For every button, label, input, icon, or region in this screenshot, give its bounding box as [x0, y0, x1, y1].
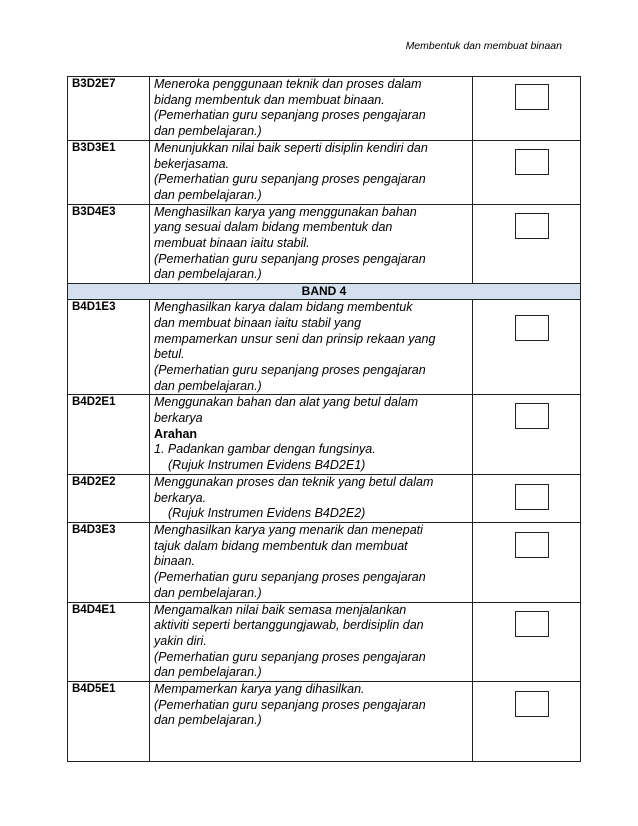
- evidence-checkbox[interactable]: [515, 532, 549, 558]
- evidence-checkbox[interactable]: [515, 403, 549, 429]
- description-line: Menghasilkan karya yang menggunakan bahan: [154, 204, 417, 219]
- instruction-line: 1. Padankan gambar dengan fungsinya.: [154, 442, 376, 457]
- evidence-checkbox[interactable]: [515, 213, 549, 239]
- description-line: (Pemerhatian guru sepanjang proses pengajaran: [154, 570, 426, 585]
- description-line: dan pembelajaran.): [154, 267, 262, 282]
- description-line: dan pembelajaran.): [154, 585, 262, 600]
- table-row: [68, 77, 581, 141]
- description-line: berkarya.: [154, 490, 207, 505]
- checkbox-cell: [473, 522, 581, 602]
- evidence-description: [150, 300, 473, 395]
- description-line: yakin diri.: [154, 633, 207, 648]
- band-label: BAND 4: [68, 284, 581, 300]
- evidence-description: [150, 204, 473, 284]
- description-line: Menunjukkan nilai baik seperti disiplin kendiri dan: [154, 140, 428, 155]
- description-line: Mengamalkan nilai baik semasa menjalankan: [154, 602, 407, 617]
- evidence-code: B3D2E7: [68, 77, 150, 141]
- evidence-code: B4D2E2: [68, 474, 150, 522]
- description-line: (Pemerhatian guru sepanjang proses pengajaran: [154, 172, 426, 187]
- evidence-checkbox[interactable]: [515, 484, 549, 510]
- checkbox-cell: [473, 204, 581, 284]
- table-row: [68, 474, 581, 522]
- evidence-code: B3D3E1: [68, 140, 150, 204]
- description-line: bekerjasama.: [154, 156, 230, 171]
- description-line: yang sesuai dalam bidang membentuk dan: [154, 220, 393, 235]
- arahan-label: Arahan: [154, 426, 198, 441]
- table-row: [68, 395, 581, 475]
- evidence-checkbox[interactable]: [515, 149, 549, 175]
- description-line: berkarya: [154, 411, 203, 426]
- evidence-description: [150, 522, 473, 602]
- description-line: binaan.: [154, 554, 196, 569]
- band-header-row: [68, 284, 581, 300]
- evidence-description: [150, 682, 473, 762]
- description-line: mempamerkan unsur seni dan prinsip rekaan yang: [154, 331, 436, 346]
- evidence-code: B3D4E3: [68, 204, 150, 284]
- evidence-description: [150, 474, 473, 522]
- evidence-checkbox[interactable]: [515, 315, 549, 341]
- evidence-code: B4D5E1: [68, 682, 150, 762]
- description-line: (Pemerhatian guru sepanjang proses pengajaran: [154, 251, 426, 266]
- instrument-reference: (Rujuk Instrumen Evidens B4D2E1): [168, 458, 366, 473]
- evidence-description: [150, 77, 473, 141]
- description-line: Menggunakan bahan dan alat yang betul dalam: [154, 395, 419, 410]
- evidence-checkbox[interactable]: [515, 84, 549, 110]
- evidence-code: B4D1E3: [68, 300, 150, 395]
- table-row: [68, 602, 581, 682]
- description-line: membuat binaan iaitu stabil.: [154, 236, 310, 251]
- table-row: [68, 204, 581, 284]
- description-line: Mempamerkan karya yang dihasilkan.: [154, 682, 365, 697]
- evidence-code: B4D3E3: [68, 522, 150, 602]
- checkbox-cell: [473, 602, 581, 682]
- instrument-reference: (Rujuk Instrumen Evidens B4D2E2): [168, 506, 366, 521]
- description-line: aktiviti seperti bertanggungjawab, berdisiplin dan: [154, 618, 424, 633]
- checkbox-cell: [473, 682, 581, 762]
- checkbox-cell: [473, 300, 581, 395]
- table-row: [68, 522, 581, 602]
- checkbox-cell: [473, 395, 581, 475]
- description-line: tajuk dalam bidang membentuk dan membuat: [154, 538, 408, 553]
- evidence-checkbox[interactable]: [515, 611, 549, 637]
- description-line: dan pembelajaran.): [154, 713, 262, 728]
- evidence-code: B4D4E1: [68, 602, 150, 682]
- page-header-title: Membentuk dan membuat binaan: [405, 40, 562, 52]
- evidence-table: [67, 76, 581, 762]
- description-line: Menghasilkan karya yang menarik dan menepati: [154, 522, 423, 537]
- description-line: bidang membentuk dan membuat binaan.: [154, 92, 385, 107]
- table-row: [68, 300, 581, 395]
- description-line: dan pembelajaran.): [154, 378, 262, 393]
- description-line: dan pembelajaran.): [154, 665, 262, 680]
- description-line: Menggunakan proses dan teknik yang betul dalam: [154, 474, 434, 489]
- description-line: dan pembelajaran.): [154, 124, 262, 139]
- description-line: dan pembelajaran.): [154, 187, 262, 202]
- checkbox-cell: [473, 474, 581, 522]
- description-line: (Pemerhatian guru sepanjang proses pengajaran: [154, 649, 426, 664]
- description-line: Menghasilkan karya dalam bidang membentuk: [154, 300, 413, 315]
- description-line: Meneroka penggunaan teknik dan proses dalam: [154, 77, 422, 91]
- evidence-description: [150, 602, 473, 682]
- evidence-checkbox[interactable]: [515, 691, 549, 717]
- description-line: (Pemerhatian guru sepanjang proses pengajaran: [154, 362, 426, 377]
- checkbox-cell: [473, 140, 581, 204]
- table-row: [68, 682, 581, 762]
- description-line: dan membuat binaan iaitu stabil yang: [154, 315, 362, 330]
- table-row: [68, 140, 581, 204]
- description-line: (Pemerhatian guru sepanjang proses pengajaran: [154, 697, 426, 712]
- description-line: betul.: [154, 347, 185, 362]
- evidence-description: [150, 140, 473, 204]
- description-line: (Pemerhatian guru sepanjang proses pengajaran: [154, 108, 426, 123]
- evidence-code: B4D2E1: [68, 395, 150, 475]
- checkbox-cell: [473, 77, 581, 141]
- evidence-description: [150, 395, 473, 475]
